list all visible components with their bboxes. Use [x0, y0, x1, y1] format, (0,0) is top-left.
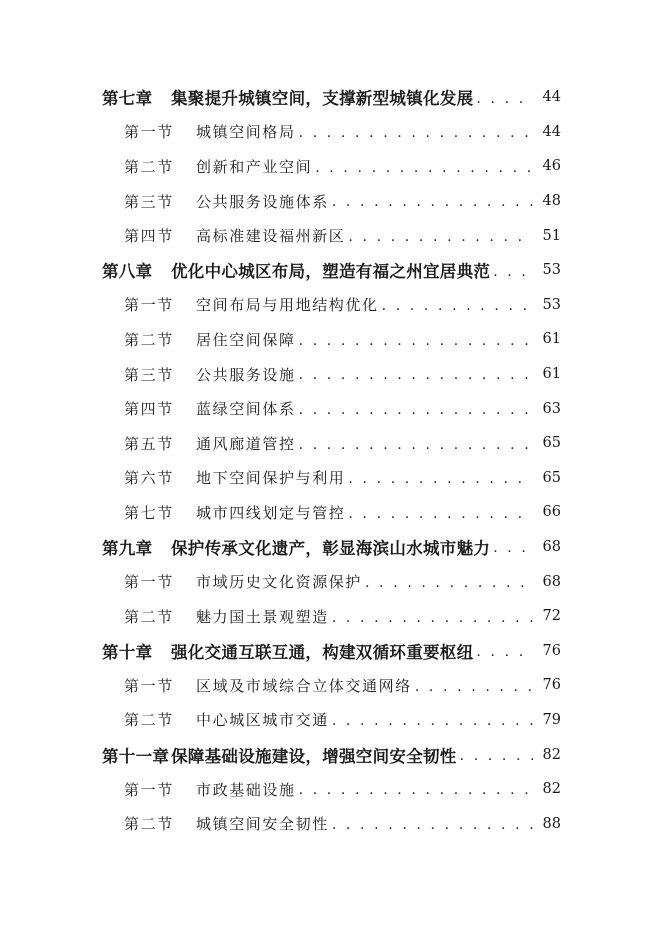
toc-chapter-entry[interactable]: [0, 737, 662, 772]
table-of-contents: [0, 80, 662, 841]
toc-section-entry[interactable]: [0, 564, 662, 599]
page-number: 44: [542, 89, 561, 106]
section-number: 第一节: [124, 780, 174, 799]
section-number: 第四节: [124, 227, 174, 246]
section-title: 市政基础设施: [196, 780, 296, 799]
page-number: 66: [542, 504, 561, 521]
toc-section-entry[interactable]: [0, 184, 662, 219]
section-number: 第五节: [124, 434, 174, 453]
section-number: 第二节: [124, 711, 174, 730]
dot-leader: [299, 438, 533, 461]
section-number: 第七节: [124, 503, 174, 522]
section-title: 空间布局与用地结构优化: [196, 296, 379, 315]
chapter-number: 第八章: [102, 262, 153, 282]
page-number: 63: [542, 400, 561, 417]
toc-section-entry[interactable]: [0, 391, 662, 426]
dot-leader: [493, 265, 533, 288]
section-title: 公共服务设施体系: [196, 192, 329, 211]
dot-leader: [299, 126, 533, 149]
chapter-title: 保障基础设施建设，增强空间安全韧性: [171, 746, 457, 766]
dot-leader: [332, 195, 533, 218]
dot-leader: [299, 783, 533, 806]
toc-section-entry[interactable]: [0, 322, 662, 357]
page-number: 68: [542, 573, 561, 590]
section-title: 蓝绿空间体系: [196, 400, 296, 419]
section-number: 第二节: [124, 157, 174, 176]
dot-leader: [382, 299, 533, 322]
toc-chapter-entry[interactable]: [0, 80, 662, 115]
section-title: 市域历史文化资源保护: [196, 573, 363, 592]
toc-section-entry[interactable]: [0, 461, 662, 496]
page-number: 65: [542, 435, 561, 452]
page-number: 82: [542, 746, 561, 763]
page-number: 53: [542, 262, 561, 279]
dot-leader: [332, 818, 533, 841]
chapter-number: 第十章: [102, 642, 153, 662]
section-number: 第三节: [124, 192, 174, 211]
page-number: 88: [542, 815, 561, 832]
chapter-number: 第九章: [102, 539, 153, 559]
toc-section-entry[interactable]: [0, 703, 662, 738]
dot-leader: [315, 161, 533, 184]
toc-section-entry[interactable]: [0, 426, 662, 461]
toc-section-entry[interactable]: [0, 599, 662, 634]
toc-chapter-entry[interactable]: [0, 253, 662, 288]
page-number: 46: [542, 158, 561, 175]
page-number: 44: [542, 123, 561, 140]
section-title: 城镇空间格局: [196, 123, 296, 142]
page-number: 79: [542, 711, 561, 728]
dot-leader: [460, 749, 533, 772]
dot-leader: [299, 403, 533, 426]
dot-leader: [348, 472, 533, 495]
toc-section-entry[interactable]: [0, 806, 662, 841]
section-number: 第一节: [124, 123, 174, 142]
chapter-number: 第七章: [102, 89, 153, 109]
toc-section-entry[interactable]: [0, 357, 662, 392]
page-number: 48: [542, 193, 561, 210]
section-number: 第四节: [124, 400, 174, 419]
page-number: 61: [542, 366, 561, 383]
section-title: 创新和产业空间: [196, 157, 313, 176]
dot-leader: [332, 714, 533, 737]
page-number: 72: [542, 608, 561, 625]
section-number: 第一节: [124, 676, 174, 695]
dot-leader: [332, 611, 533, 634]
section-title: 城市四线划定与管控: [196, 503, 346, 522]
section-number: 第三节: [124, 365, 174, 384]
section-title: 居住空间保障: [196, 330, 296, 349]
section-title: 公共服务设施: [196, 365, 296, 384]
section-title: 区域及市域综合立体交通网络: [196, 676, 412, 695]
toc-chapter-entry[interactable]: [0, 634, 662, 669]
toc-section-entry[interactable]: [0, 495, 662, 530]
dot-leader: [348, 507, 533, 530]
chapter-title: 优化中心城区布局，塑造有福之州宜居典范: [171, 262, 491, 282]
page-number: 61: [542, 331, 561, 348]
page-number: 53: [542, 296, 561, 313]
chapter-title: 强化交通互联互通，构建双循环重要枢纽: [171, 642, 474, 662]
page-number: 76: [542, 642, 561, 659]
section-title: 城镇空间安全韧性: [196, 815, 329, 834]
dot-leader: [476, 92, 533, 115]
page-number: 68: [542, 539, 561, 556]
dot-leader: [415, 680, 533, 703]
dot-leader: [299, 368, 533, 391]
section-number: 第二节: [124, 607, 174, 626]
section-number: 第二节: [124, 330, 174, 349]
chapter-title: 集聚提升城镇空间，支撑新型城镇化发展: [171, 89, 474, 109]
chapter-number: 第十一章: [102, 746, 170, 766]
section-number: 第一节: [124, 573, 174, 592]
section-number: 第一节: [124, 296, 174, 315]
toc-section-entry[interactable]: [0, 772, 662, 807]
toc-section-entry[interactable]: [0, 288, 662, 323]
section-title: 中心城区城市交通: [196, 711, 329, 730]
section-number: 第六节: [124, 469, 174, 488]
dot-leader: [365, 576, 533, 599]
dot-leader: [493, 541, 533, 564]
dot-leader: [476, 645, 533, 668]
toc-section-entry[interactable]: [0, 149, 662, 184]
section-number: 第二节: [124, 815, 174, 834]
toc-chapter-entry[interactable]: [0, 530, 662, 565]
section-title: 高标准建设福州新区: [196, 227, 346, 246]
page-number: 65: [542, 469, 561, 486]
toc-section-entry[interactable]: [0, 668, 662, 703]
section-title: 地下空间保护与利用: [196, 469, 346, 488]
toc-section-entry[interactable]: [0, 115, 662, 150]
chapter-title: 保护传承文化遗产，彰显海滨山水城市魅力: [171, 539, 491, 559]
toc-section-entry[interactable]: [0, 218, 662, 253]
page-number: 76: [542, 677, 561, 694]
page-number: 82: [542, 781, 561, 798]
dot-leader: [348, 230, 533, 253]
section-title: 通风廊道管控: [196, 434, 296, 453]
dot-leader: [299, 334, 533, 357]
page-number: 51: [542, 227, 561, 244]
section-title: 魅力国土景观塑造: [196, 607, 329, 626]
